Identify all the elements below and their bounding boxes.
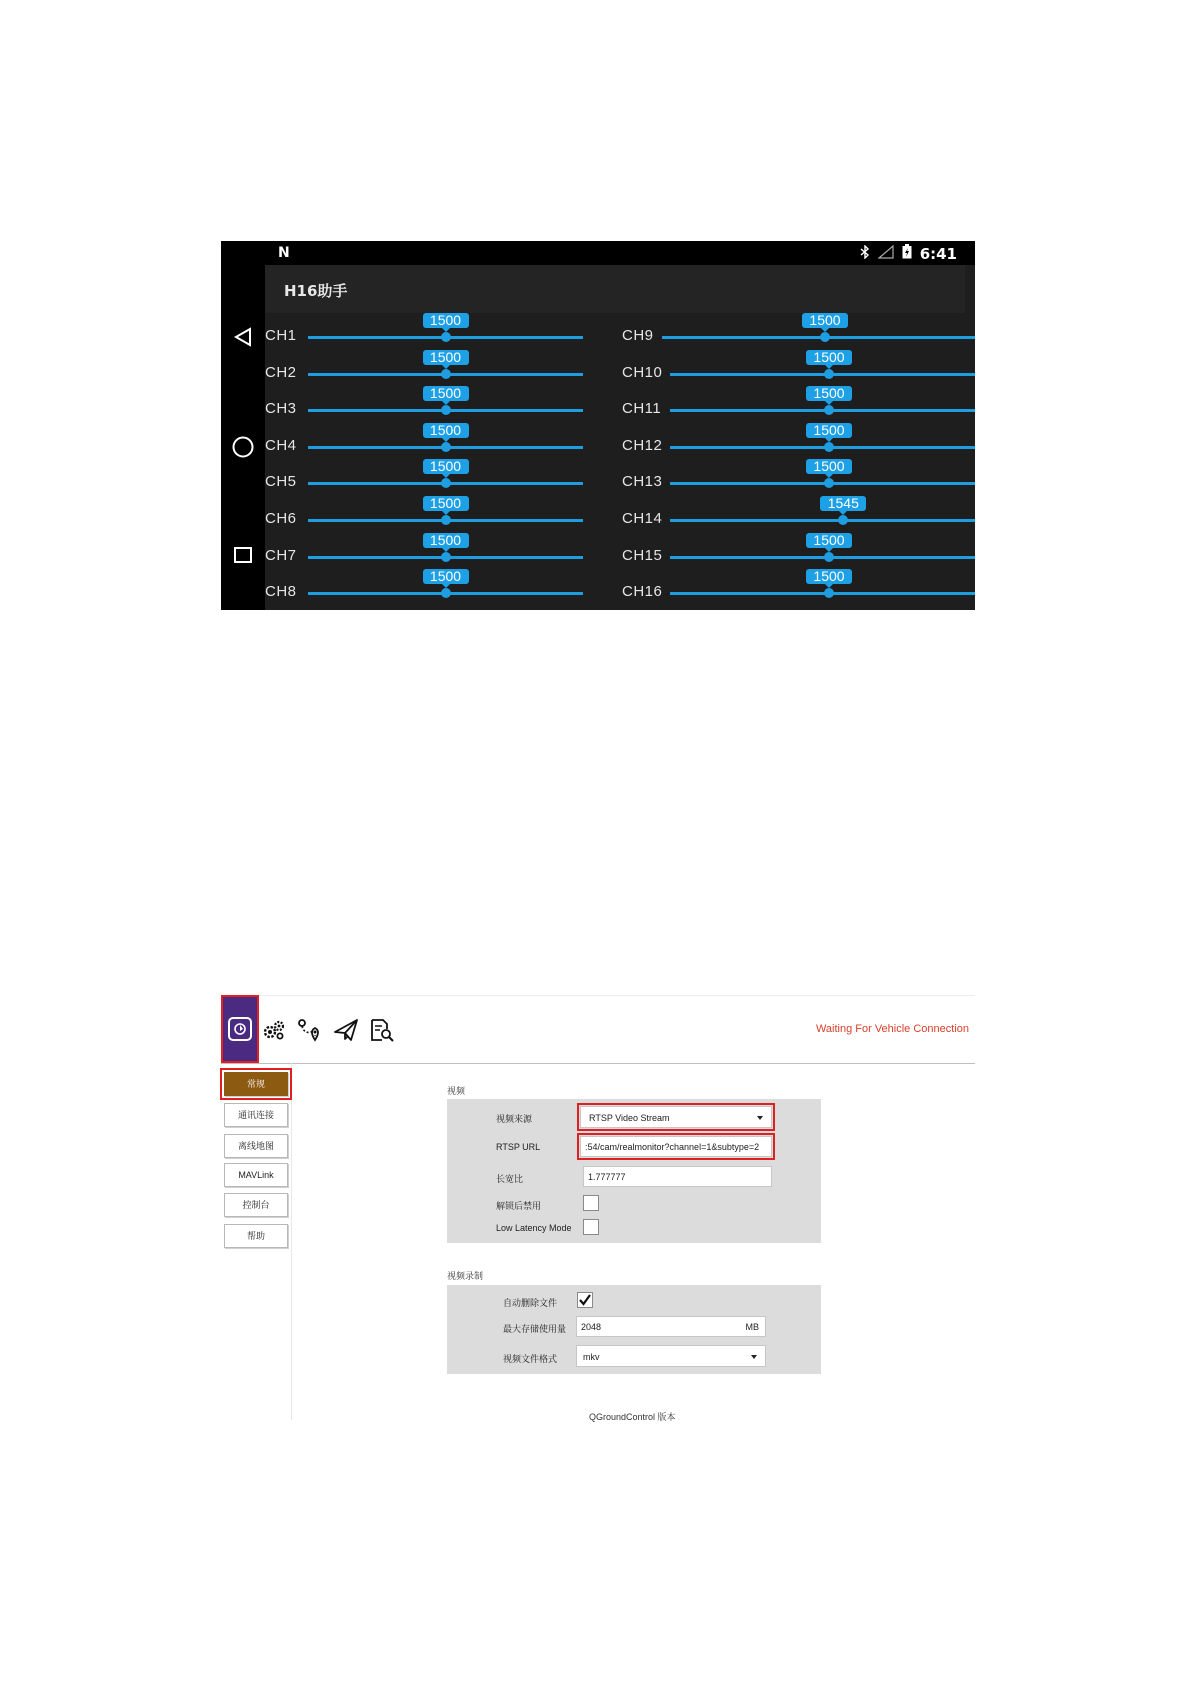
- max-storage-unit: MB: [745, 1322, 759, 1332]
- channel-slider[interactable]: [670, 519, 975, 522]
- home-icon[interactable]: [227, 431, 259, 463]
- aspect-ratio-field[interactable]: 1.777777: [583, 1166, 772, 1187]
- channel-value-badge: 1500: [806, 386, 852, 401]
- video-section-title: 视频: [447, 1086, 466, 1096]
- channel-row: [265, 386, 583, 422]
- video-panel: [447, 1099, 821, 1243]
- channel-row: [265, 569, 583, 605]
- checkmark-icon: [578, 1293, 592, 1307]
- channel-label: CH11: [622, 400, 662, 418]
- rtsp-url-field[interactable]: :54/cam/realmonitor?channel=1&subtype=2: [580, 1136, 772, 1157]
- channel-value-badge: 1500: [806, 350, 852, 365]
- document-search-icon[interactable]: [369, 1017, 395, 1043]
- slider-thumb[interactable]: [824, 405, 834, 415]
- channel-value-badge: 1500: [423, 313, 469, 328]
- rtsp-url-label: RTSP URL: [496, 1142, 541, 1152]
- channel-label: CH10: [622, 363, 663, 381]
- channel-row: [622, 459, 975, 495]
- channel-value-badge: 1500: [423, 350, 469, 365]
- max-storage-value: 2048: [581, 1322, 602, 1332]
- auto-delete-checkbox[interactable]: [577, 1292, 593, 1308]
- gears-icon[interactable]: [261, 1017, 287, 1043]
- channel-label: CH13: [622, 473, 663, 491]
- channel-row: [622, 350, 975, 386]
- channel-value-badge: 1500: [423, 459, 469, 474]
- recording-section-title: 视频录制: [447, 1271, 484, 1281]
- slider-thumb[interactable]: [441, 478, 451, 488]
- nav-item-general[interactable]: 常规: [224, 1072, 288, 1096]
- toolbar: [221, 995, 975, 1064]
- signal-icon: [878, 245, 894, 263]
- channel-slider[interactable]: [670, 446, 975, 449]
- channel-row: [622, 313, 975, 349]
- channel-label: CH5: [265, 473, 297, 491]
- channel-value-badge: 1500: [423, 533, 469, 548]
- slider-thumb[interactable]: [441, 515, 451, 525]
- navigation-bar: [221, 265, 265, 610]
- low-latency-checkbox[interactable]: [583, 1219, 599, 1235]
- channel-label: CH8: [265, 583, 297, 601]
- video-source-select[interactable]: [580, 1106, 772, 1128]
- channel-row: [622, 533, 975, 569]
- channel-value-badge: 1500: [802, 313, 848, 328]
- qgc-logo-icon[interactable]: [223, 997, 257, 1061]
- nav-item-console[interactable]: 控制台: [224, 1193, 288, 1217]
- channel-row: [265, 350, 583, 386]
- channel-value-badge: 1500: [806, 459, 852, 474]
- channel-label: CH15: [622, 546, 663, 564]
- channel-label: CH2: [265, 363, 297, 381]
- android-screenshot: [221, 241, 975, 610]
- slider-thumb[interactable]: [824, 588, 834, 598]
- channel-value-badge: 1545: [820, 496, 866, 511]
- recents-icon[interactable]: [227, 539, 259, 571]
- channel-row: [622, 423, 975, 459]
- channel-label: CH7: [265, 546, 297, 564]
- app-title: H16助手: [284, 282, 348, 300]
- slider-thumb[interactable]: [824, 369, 834, 379]
- nav-item-offline-maps[interactable]: 离线地图: [224, 1134, 288, 1158]
- bluetooth-icon: [860, 245, 870, 263]
- slider-thumb[interactable]: [441, 369, 451, 379]
- connection-status: Waiting For Vehicle Connection: [815, 1023, 969, 1035]
- chevron-down-icon: [757, 1116, 763, 1120]
- channel-label: CH9: [622, 327, 654, 344]
- video-source-value: RTSP Video Stream: [589, 1113, 670, 1123]
- channel-row: [265, 423, 583, 459]
- disable-when-armed-label: 解锁后禁用: [496, 1201, 542, 1211]
- notification-logo: N: [278, 245, 290, 261]
- channel-value-badge: 1500: [423, 496, 469, 511]
- channel-row: [265, 459, 583, 495]
- channel-label: CH12: [622, 436, 663, 454]
- status-bar: [221, 241, 975, 265]
- channel-slider[interactable]: [670, 409, 975, 412]
- low-latency-label: Low Latency Mode: [496, 1223, 572, 1233]
- slider-thumb[interactable]: [824, 442, 834, 452]
- disable-when-armed-checkbox[interactable]: [583, 1195, 599, 1211]
- file-format-select[interactable]: [576, 1345, 766, 1367]
- channel-slider[interactable]: [670, 592, 975, 595]
- max-storage-field[interactable]: [576, 1316, 766, 1337]
- channel-value-badge: 1500: [423, 423, 469, 438]
- slider-thumb[interactable]: [820, 332, 830, 342]
- nav-item-comm-links[interactable]: 通讯连接: [224, 1103, 288, 1127]
- settings-nav: [221, 1063, 292, 1420]
- slider-thumb[interactable]: [838, 515, 848, 525]
- file-format-value: mkv: [583, 1352, 600, 1362]
- channel-row: [265, 313, 583, 349]
- auto-delete-label: 自动删除文件: [503, 1298, 558, 1308]
- qgc-screenshot: [221, 995, 975, 1420]
- channel-row: [265, 496, 583, 532]
- slider-thumb[interactable]: [441, 442, 451, 452]
- slider-thumb[interactable]: [824, 552, 834, 562]
- qgc-version-label: QGroundControl 版本: [589, 1412, 676, 1422]
- slider-thumb[interactable]: [441, 332, 451, 342]
- channel-label: CH6: [265, 510, 297, 527]
- nav-item-mavlink[interactable]: MAVLink: [224, 1163, 288, 1187]
- channel-slider[interactable]: [670, 482, 975, 485]
- channel-label: CH16: [622, 583, 663, 601]
- channel-row: [265, 533, 583, 569]
- channel-value-badge: 1500: [806, 569, 852, 584]
- clock: 6:41: [919, 244, 957, 263]
- video-source-label: 视频来源: [496, 1114, 533, 1124]
- channel-slider[interactable]: [662, 336, 975, 339]
- channel-label: CH1: [265, 327, 297, 344]
- channel-label: CH3: [265, 400, 297, 418]
- recording-panel: [447, 1285, 821, 1374]
- slider-thumb[interactable]: [441, 405, 451, 415]
- channel-label: CH4: [265, 436, 297, 454]
- channel-value-badge: 1500: [423, 386, 469, 401]
- chevron-down-icon: [751, 1355, 757, 1359]
- file-format-label: 视频文件格式: [503, 1354, 558, 1364]
- back-icon[interactable]: [227, 321, 259, 353]
- channel-label: CH14: [622, 510, 663, 527]
- slider-thumb[interactable]: [824, 478, 834, 488]
- nav-item-help[interactable]: 帮助: [224, 1224, 288, 1248]
- slider-thumb[interactable]: [441, 552, 451, 562]
- channel-row: [622, 496, 975, 532]
- battery-charging-icon: [902, 244, 912, 263]
- max-storage-label: 最大存储使用量: [503, 1324, 567, 1334]
- channel-value-badge: 1500: [806, 423, 852, 438]
- channel-slider[interactable]: [670, 556, 975, 559]
- channel-list: [265, 313, 975, 610]
- channel-row: [622, 386, 975, 422]
- channel-value-badge: 1500: [806, 533, 852, 548]
- slider-thumb[interactable]: [441, 588, 451, 598]
- aspect-ratio-label: 长宽比: [496, 1174, 524, 1184]
- channel-value-badge: 1500: [423, 569, 469, 584]
- app-bar: [265, 265, 965, 313]
- channel-slider[interactable]: [670, 373, 975, 376]
- route-icon[interactable]: [297, 1017, 323, 1043]
- channel-row: [622, 569, 975, 605]
- paper-plane-icon[interactable]: [333, 1017, 359, 1043]
